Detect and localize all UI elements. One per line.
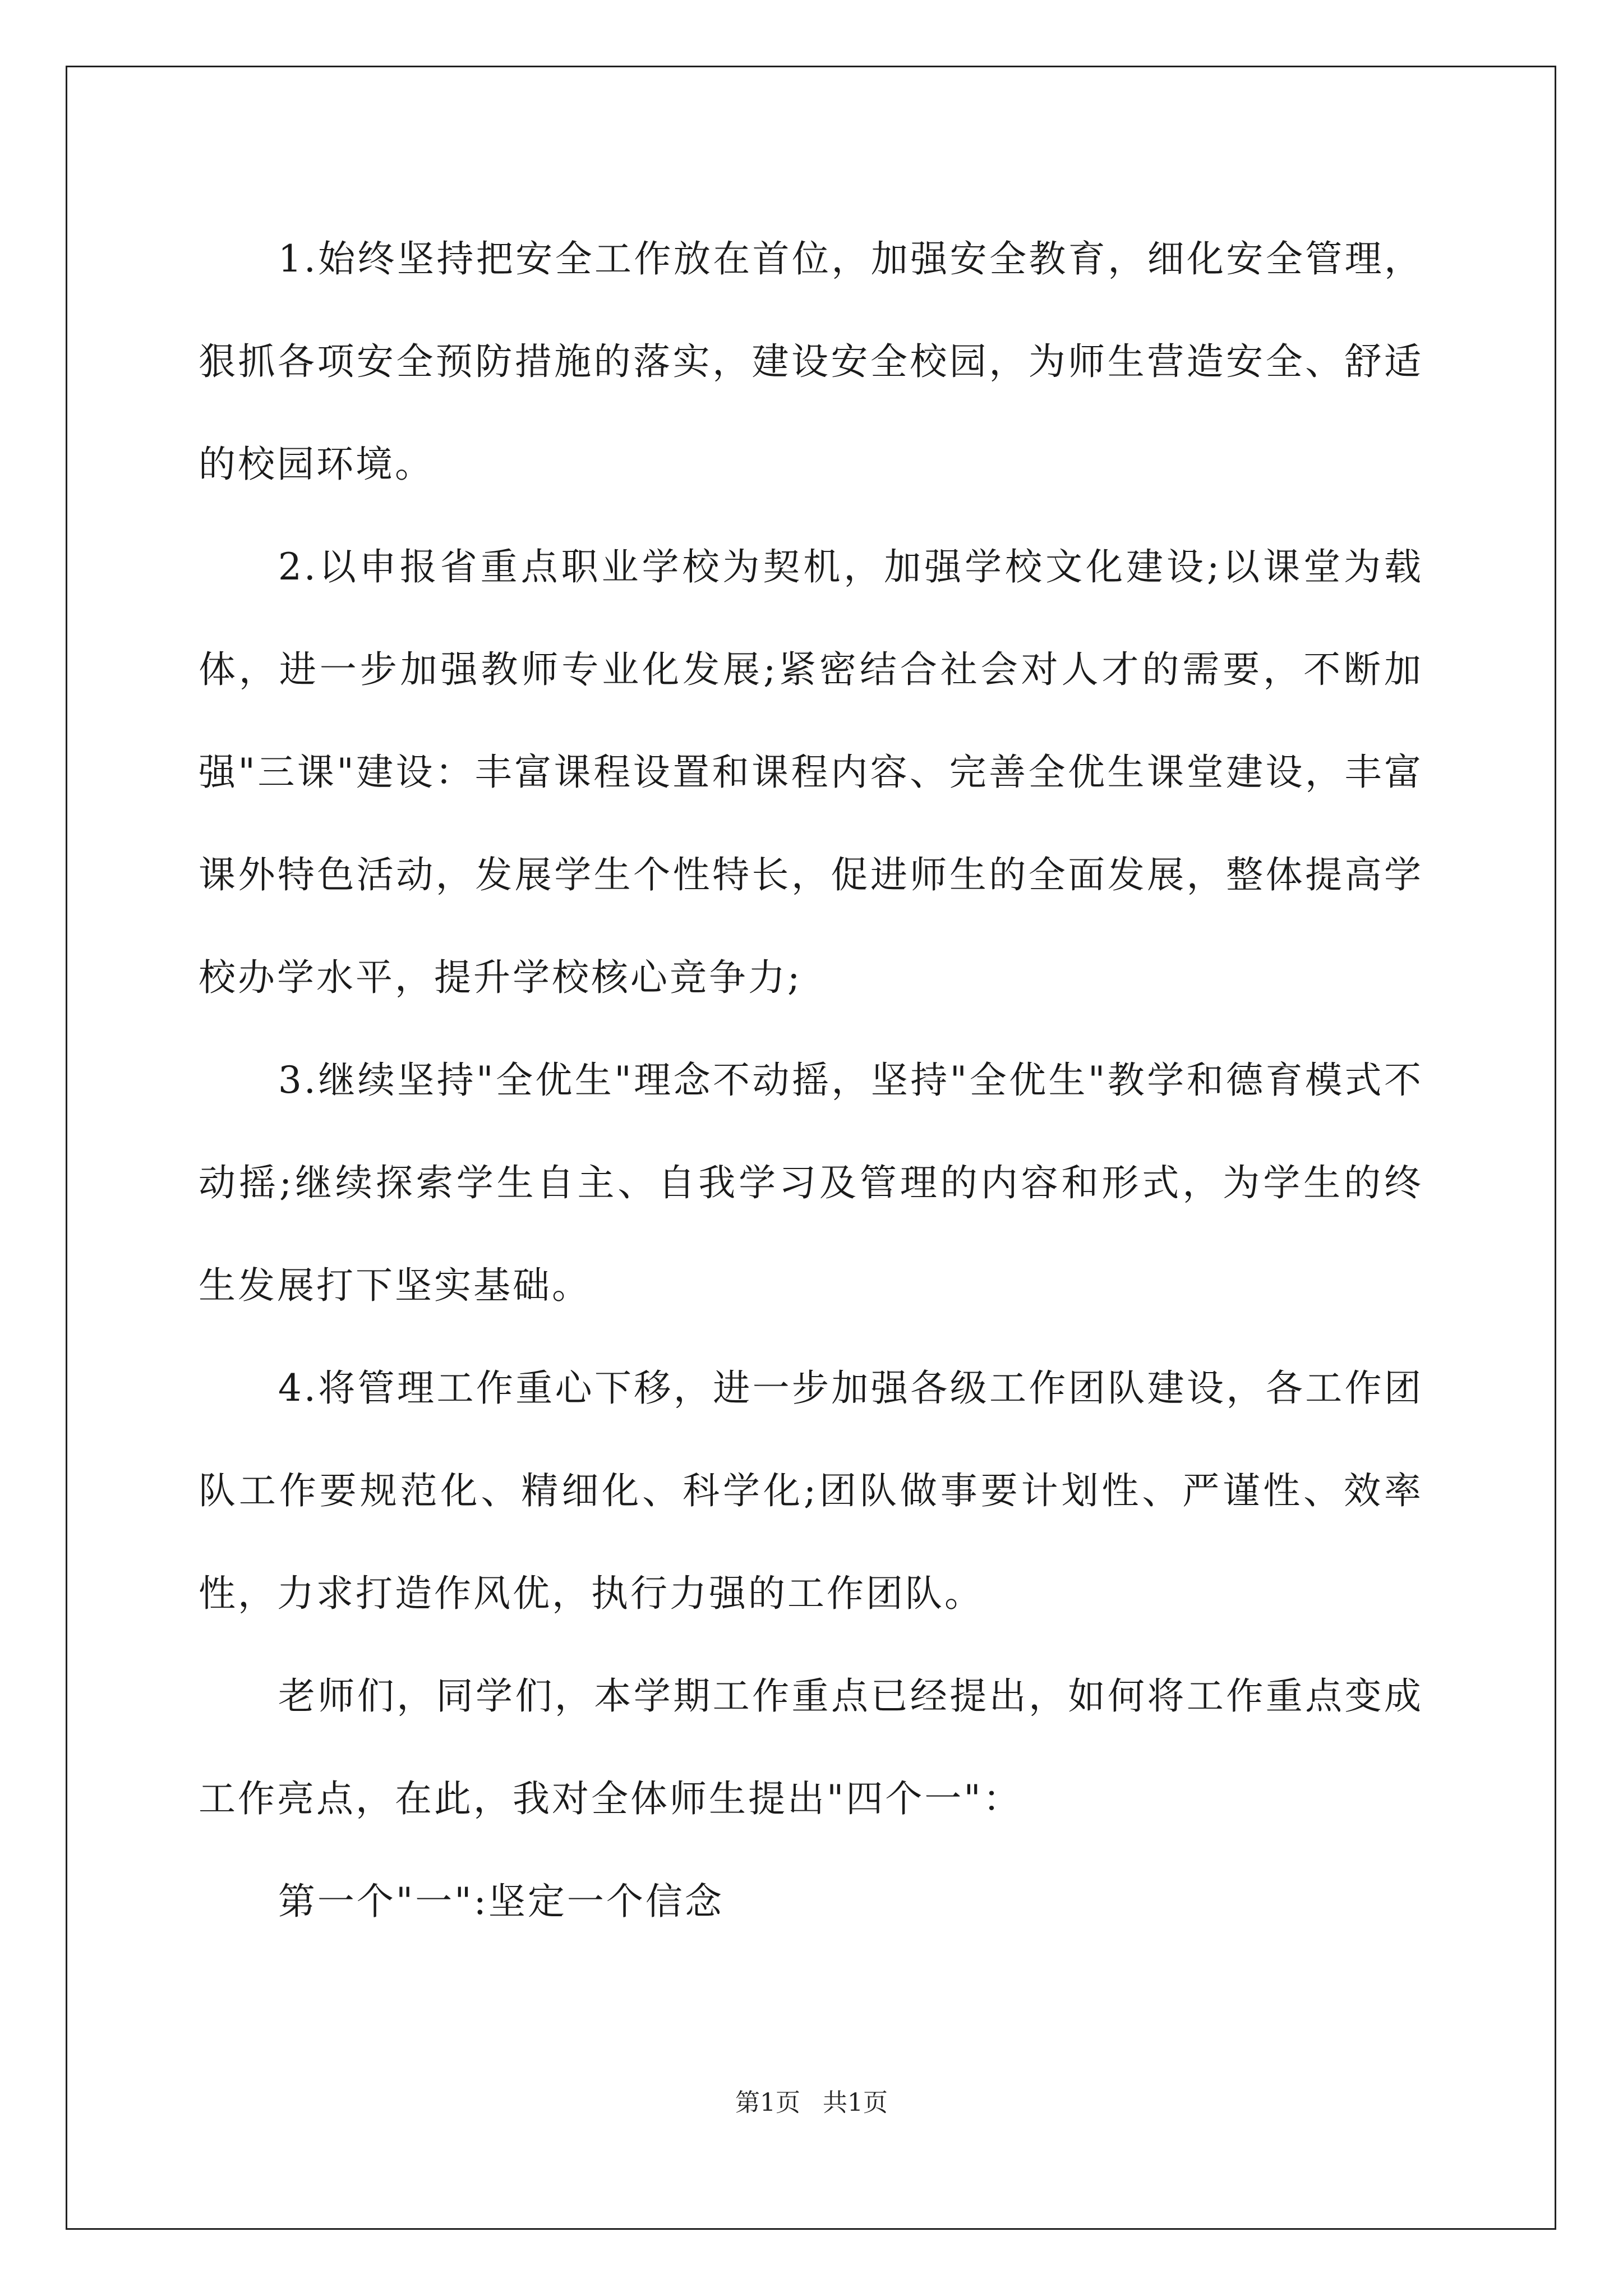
paragraph-4: 4.将管理工作重心下移，进一步加强各级工作团队建设，各工作团队工作要规范化、精细化、科学化;团队做事要计划性、严谨性、效率性，力求打造作风优，执行力强的工作团队。 [199, 1366, 1423, 1615]
paragraph-6: 第一个"一":坚定一个信念 [278, 1880, 724, 1923]
paragraph-5: 老师们，同学们，本学期工作重点已经提出，如何将工作重点变成工作亮点，在此，我对全体师生提出"四个一"： [199, 1674, 1423, 1820]
paragraph-2: 2.以申报省重点职业学校为契机，加强学校文化建设;以课堂为载体，进一步加强教师专业化发展;紧密结合社会对人才的需要，不断加强"三课"建设：丰富课程设置和课程内容、完善全优生课堂建设，丰富课外特色活动，发展学生个性特长，促进师生的全面发展，整体提高学校办学水平，提升学校核心竞争力; [199, 545, 1423, 999]
document-body [199, 208, 1423, 1953]
page-footer [0, 2082, 1623, 2118]
page-total: 共1页 [823, 2088, 888, 2117]
paragraph-3: 3.继续坚持"全优生"理念不动摇，坚持"全优生"教学和德育模式不动摇;继续探索学生自主、自我学习及管理的内容和形式，为学生的终生发展打下坚实基础。 [199, 1059, 1423, 1307]
paragraph-1: 1.始终坚持把安全工作放在首位，加强安全教育，细化安全管理，狠抓各项安全预防措施的落实，建设安全校园，为师生营造安全、舒适的校园环境。 [199, 237, 1423, 486]
page-number: 第1页 [735, 2088, 800, 2117]
